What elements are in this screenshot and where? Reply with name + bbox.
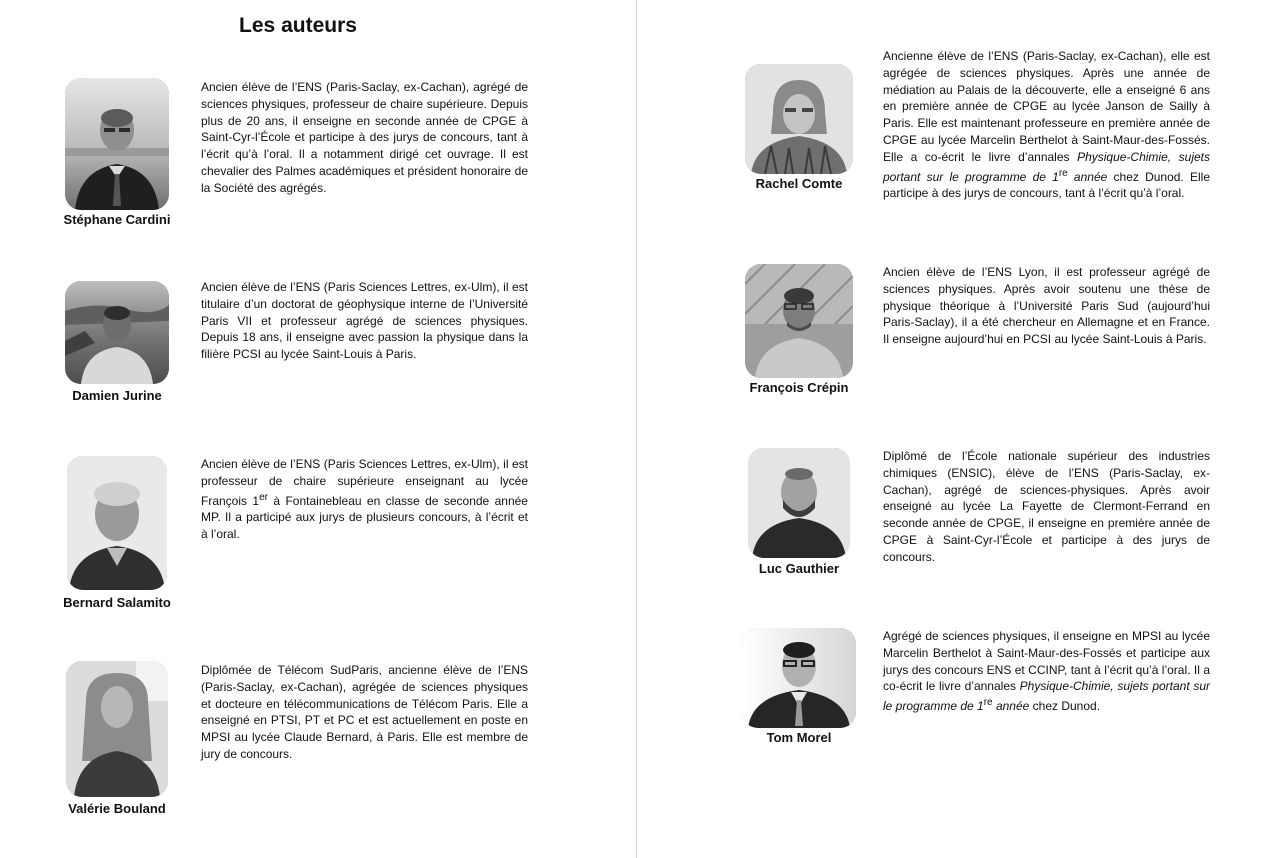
author-bio: Ancien élève de l’ENS Lyon, il est professeur agrégé de sciences physiques. Après avoir soutenu une thèse de physique théorique à l’Université Paris Sud (aujourd’hui Paris-Saclay), il a été chercheur en Allemagne et en France. Il enseigne aujourd’hui en PCSI au lycée Saint-Louis à Paris.	[883, 265, 1210, 347]
author-photo	[745, 264, 853, 378]
author-photo	[745, 64, 853, 174]
author-bio-book-title: année	[992, 699, 1030, 714]
author-photo	[65, 78, 169, 210]
author-bio-superscript: re	[1058, 167, 1068, 179]
author-bio-book-title: année	[1067, 169, 1108, 184]
author-name: Valérie Bouland	[68, 801, 166, 816]
author-bio: Diplômée de Télécom SudParis, ancienne élève de l’ENS (Paris-Saclay, ex-Cachan), agrégée de sciences physiques et docteure en télécommunications de Télécom Paris. Elle a enseigné en PTSI, PT et PC et est actuellement en poste en MPSI au lycée Claude Bernard, à Paris. Elle est membre de jury de concours.	[201, 663, 528, 761]
author-bio: Ancien élève de l’ENS (Paris Sciences Lettres, ex-Ulm), il est titulaire d’un doctorat de géophysique interne de l’Université Paris VII et professeur agrégé de sciences physiques. Depuis 18 ans, il enseigne avec passion la physique dans la filière PCSI au lycée Saint-Louis à Paris.	[201, 280, 528, 362]
author-name: François Crépin	[749, 380, 849, 395]
author-bio	[201, 456, 528, 543]
page-title: Les auteurs	[239, 14, 357, 37]
author-name: Stéphane Cardini	[63, 212, 171, 227]
author-bio	[883, 48, 1210, 202]
author-bio: Diplômé de l’École nationale supérieur des industries chimiques (ENSIC), élève de l’ENS (Paris-Saclay, ex-Cachan), agrégé de sciences-physiques. Après avoir enseigné au lycée La Fayette de Clermont-Ferrand en seconde année de CPGE, il enseigne en première année de CPGE à Saint-Cyr-l’École et participe à des jurys de concours.	[883, 449, 1210, 564]
author-bio-text: Agrégé de sciences physiques, il enseigne en MPSI au lycée Marcelin Berthelot à Saint-Maur-des-Fossés et participe aux jurys des concours ENS et CCINP, tant à l’écrit qu’à l’oral. Il a co-écrit le livre d’annales	[883, 629, 1210, 694]
author-bio-text: Ancienne élève de l’ENS (Paris-Saclay, ex-Cachan), elle est agrégée de sciences physiques. Après une année de médiation au Palais de la découverte, elle a enseigné 6 ans en première année de CPGE au lycée Janson de Sailly à Paris. Elle est maintenant professeure en première année de CPGE au lycée Marcelin Berthelot à Saint-Maur-des-Fossés. Elle a co-écrit le livre d’annales	[883, 49, 1210, 164]
author-name: Tom Morel	[766, 730, 832, 745]
author-photo	[748, 448, 850, 558]
author-name: Damien Jurine	[72, 388, 162, 403]
author-bio-superscript: re	[983, 697, 993, 709]
author-bio-text: chez Dunod. Elle participe à des jurys de concours, tant à l’écrit qu’à l’oral.	[883, 169, 1211, 201]
author-bio-text: à Fontainebleau en classe de seconde année MP. Il a participé aux jurys de plusieurs concours, à l’écrit et à l’oral.	[201, 493, 528, 542]
page-divider	[636, 0, 637, 858]
author-name: Luc Gauthier	[758, 561, 840, 576]
author-bio	[883, 628, 1210, 715]
author-photo	[67, 456, 167, 590]
author-bio-text: chez Dunod.	[1029, 699, 1101, 714]
author-photo	[65, 281, 169, 384]
author-name: Bernard Salamito	[63, 595, 171, 610]
author-photo	[742, 628, 856, 728]
author-bio-text: Ancien élève de l’ENS (Paris Sciences Lettres, ex-Ulm), il est professeur de chaire supérieure enseignant au lycée François 1	[201, 457, 528, 508]
author-bio-book-title: Physique-Chimie, sujets portant sur le programme de 1	[883, 149, 1210, 184]
author-bio-superscript: er	[259, 491, 268, 503]
author-bio-book-title: Physique-Chimie, sujets portant sur le programme de 1	[883, 679, 1210, 714]
author-bio: Ancien élève de l’ENS (Paris-Saclay, ex-Cachan), agrégé de sciences physiques, professeur de chaire supérieure. Depuis plus de 20 ans, il enseigne en seconde année de CPGE à Saint-Cyr-l’École et participe à des jurys de concours, tant à l’écrit qu’à l’oral. Il a notamment dirigé cet ouvrage. Il est chevalier des Palmes académiques et président honoraire de la Société des agrégés.	[201, 80, 528, 195]
author-name: Rachel Comte	[755, 176, 843, 191]
author-photo	[66, 661, 168, 797]
